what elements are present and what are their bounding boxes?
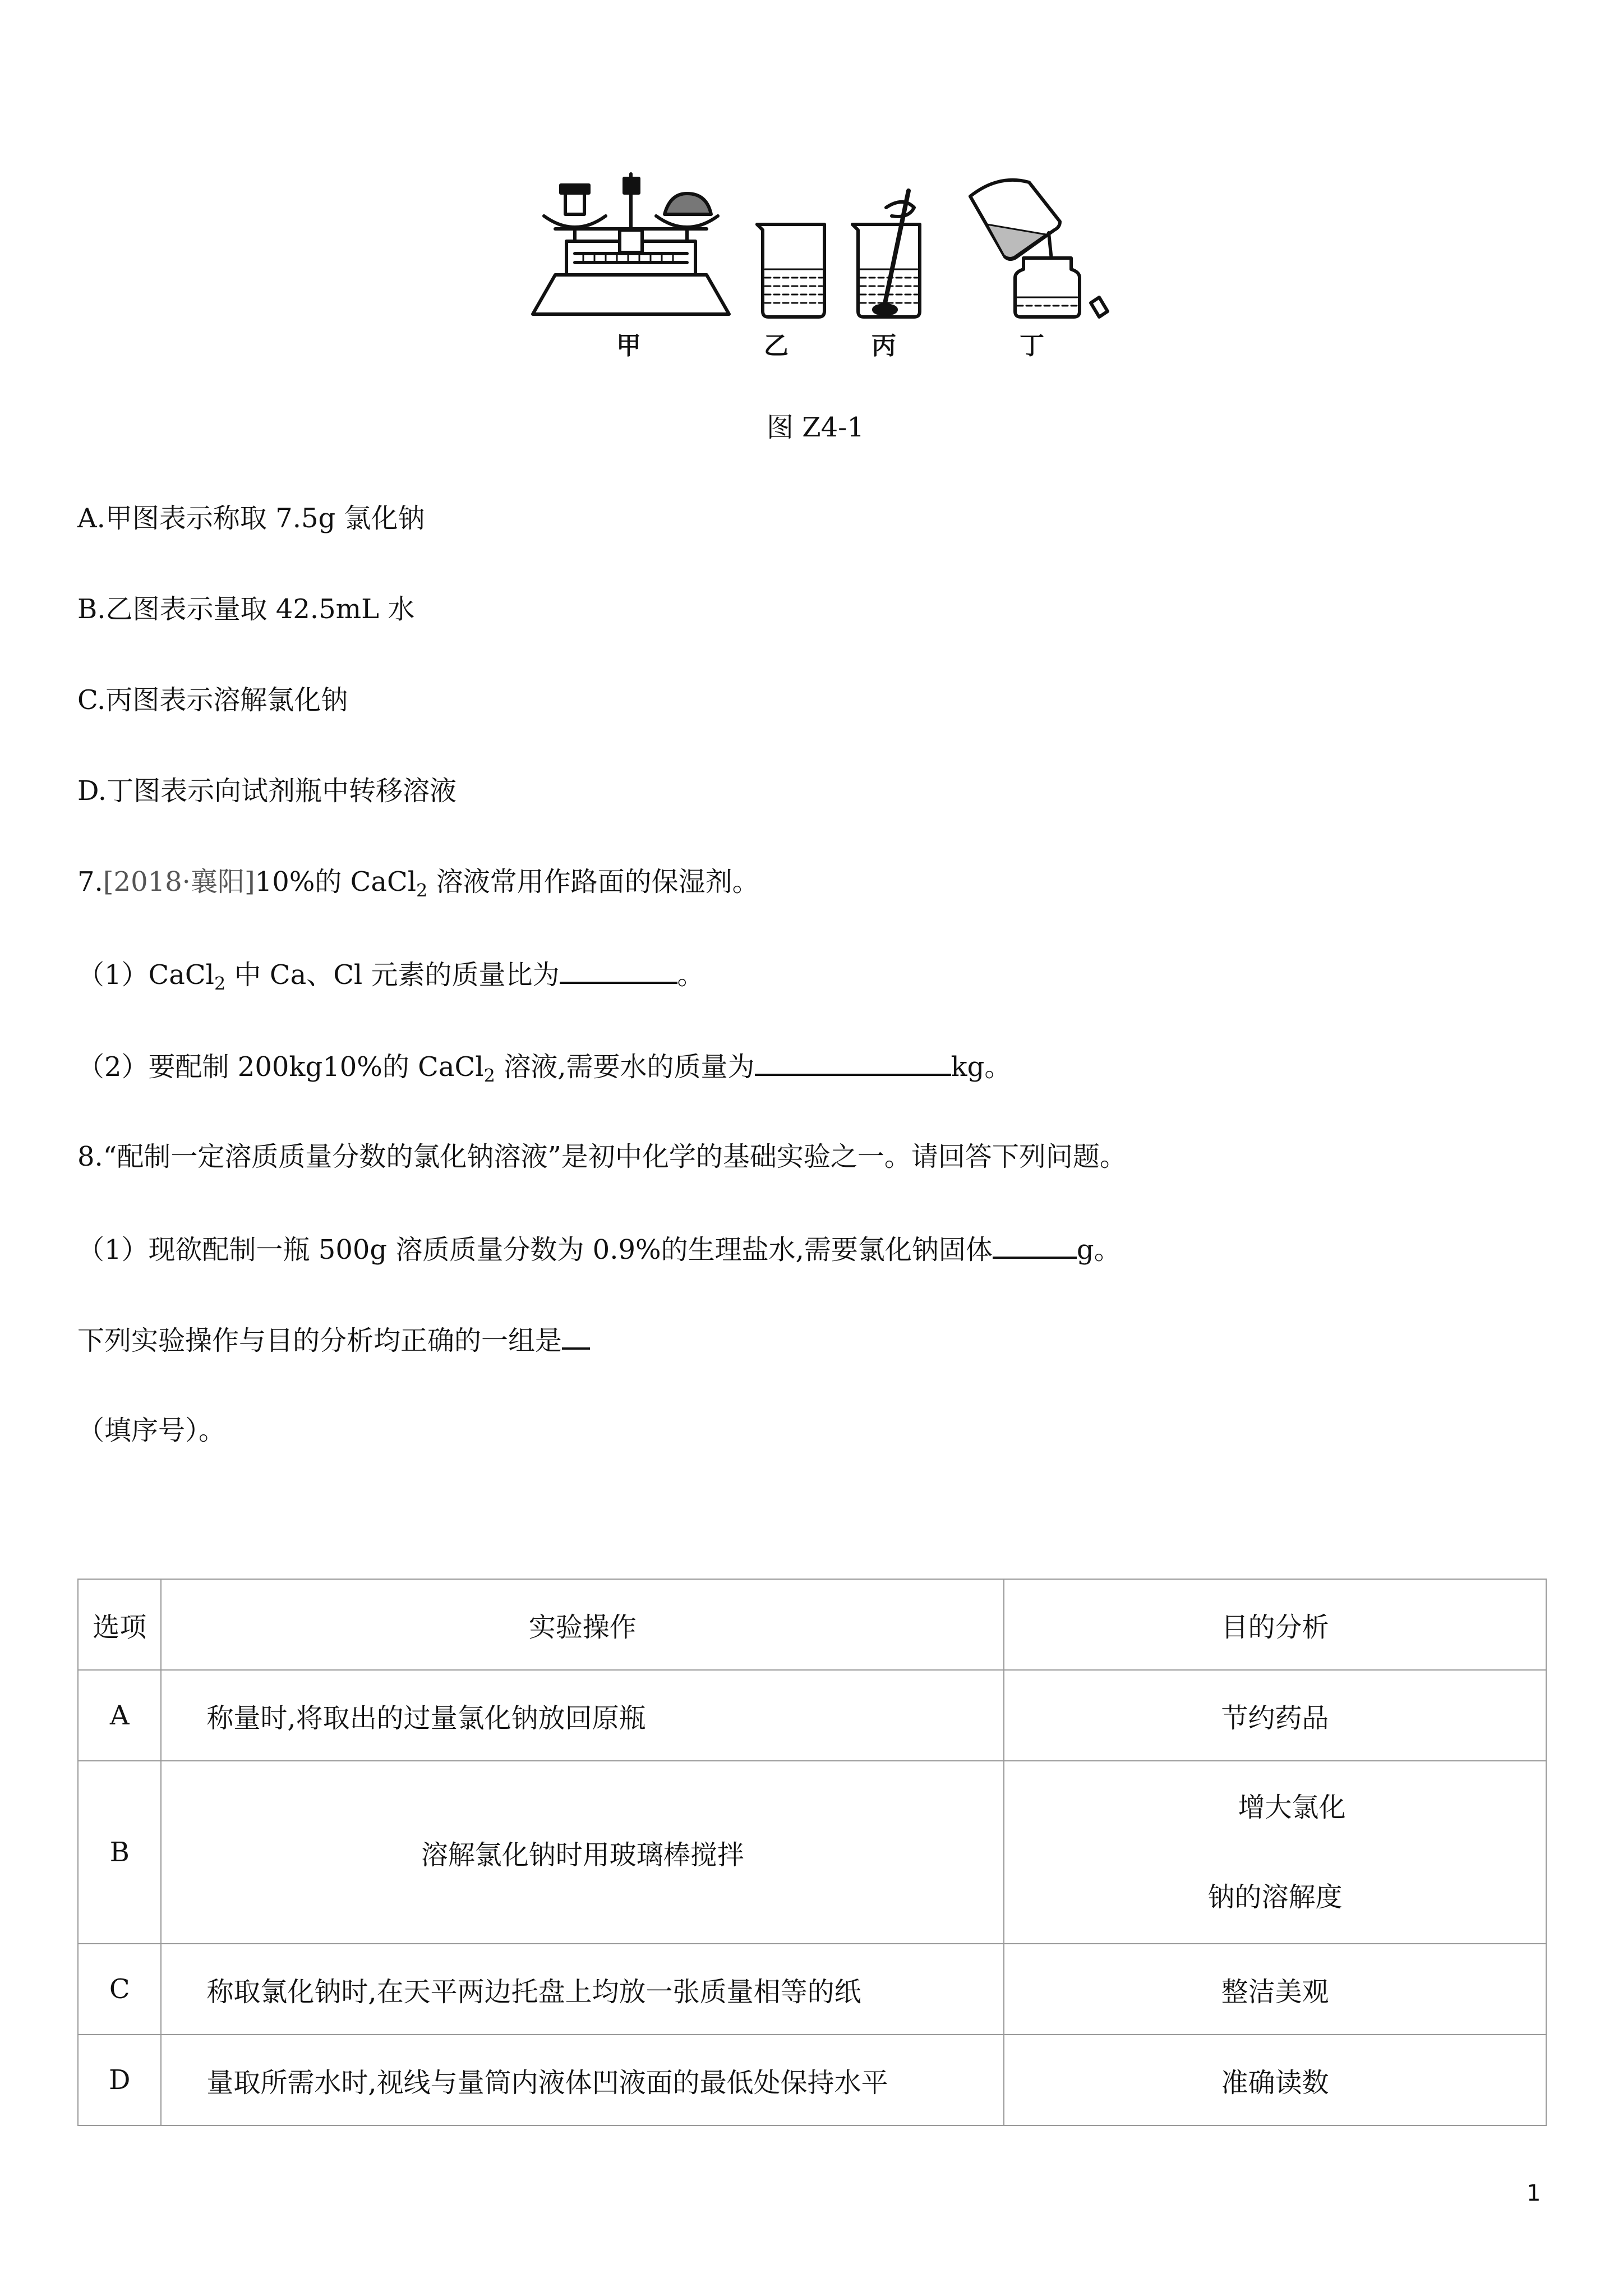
subscript: 2 xyxy=(483,1065,495,1087)
option-cell: C xyxy=(78,1944,161,2035)
options-table xyxy=(77,1579,1547,2126)
question-source: [2018·襄阳] xyxy=(103,866,255,898)
table-header: 目的分析 xyxy=(1004,1579,1546,1670)
q7-p2-text-end: 溶液,需要水的质量为 xyxy=(495,1051,755,1083)
balance-illustration xyxy=(533,174,729,314)
figure-label-ding: 丁 xyxy=(1020,332,1044,360)
subscript: 2 xyxy=(416,880,428,901)
page-number: 1 xyxy=(1527,2180,1541,2206)
stirring-beaker-illustration xyxy=(852,191,920,317)
q8-p2-text: 下列实验操作与目的分析均正确的一组是 xyxy=(77,1325,562,1356)
operation-cell: 溶解氯化钠时用玻璃棒搅拌 xyxy=(161,1761,1004,1944)
purpose-line: 增大氯化 xyxy=(1238,1792,1346,1823)
unit-text: kg。 xyxy=(951,1051,1012,1083)
purpose-cell: 准确读数 xyxy=(1004,2035,1546,2125)
question-8-part-1 xyxy=(77,1232,1121,1267)
figure-label-bing: 丙 xyxy=(872,332,896,360)
figure-caption: 图 Z4-1 xyxy=(767,412,864,443)
answer-blank[interactable] xyxy=(562,1323,590,1350)
punctuation: 。 xyxy=(677,959,704,991)
purpose-cell xyxy=(1004,1761,1546,1944)
table-row xyxy=(78,1670,1546,1761)
operation-cell: 称量时,将取出的过量氯化钠放回原瓶 xyxy=(161,1670,1004,1761)
answer-blank[interactable] xyxy=(755,1049,951,1076)
option-d: D.丁图表示向试剂瓶中转移溶液 xyxy=(77,775,457,807)
operation-cell: 量取所需水时,视线与量筒内液体凹液面的最低处保持水平 xyxy=(161,2035,1004,2125)
q7-stem-text: 10%的 CaCl xyxy=(255,866,417,898)
q7-p1-text-end: 中 Ca、Cl 元素的质量比为 xyxy=(225,959,560,991)
purpose-cell: 节约药品 xyxy=(1004,1670,1546,1761)
figure-label-jia: 甲 xyxy=(616,332,641,360)
question-7-part-1 xyxy=(77,957,704,1001)
q7-stem-text-end: 溶液常用作路面的保湿剂。 xyxy=(427,866,759,898)
operation-cell: 称取氯化钠时,在天平两边托盘上均放一张质量相等的纸 xyxy=(161,1944,1004,2035)
question-8-fill-instruction: （填序号）。 xyxy=(77,1415,226,1446)
question-8-stem: 8.“配制一定溶质质量分数的氯化钠溶液”是初中化学的基础实验之一。请回答下列问题。 xyxy=(77,1141,1127,1172)
unit-text: g。 xyxy=(1076,1234,1121,1266)
table-row xyxy=(78,1761,1546,1944)
figure-label-yi: 乙 xyxy=(764,332,789,360)
answer-blank[interactable] xyxy=(560,957,677,984)
table-header-row xyxy=(78,1579,1546,1670)
answer-blank[interactable] xyxy=(993,1232,1077,1259)
option-c: C.丙图表示溶解氯化钠 xyxy=(77,684,348,716)
option-cell: B xyxy=(78,1761,161,1944)
question-7-part-2 xyxy=(77,1049,1011,1093)
option-cell: D xyxy=(78,2035,161,2125)
table-header: 实验操作 xyxy=(161,1579,1004,1670)
q7-p1-text: （1）CaCl xyxy=(77,959,214,991)
q7-p2-text: （2）要配制 200kg10%的 CaCl xyxy=(77,1051,484,1083)
purpose-line: 钠的溶解度 xyxy=(1207,1881,1343,1913)
option-a: A.甲图表示称取 7.5g 氯化钠 xyxy=(77,503,425,534)
question-8-part-2 xyxy=(77,1323,590,1358)
question-number: 7. xyxy=(77,866,103,898)
subscript: 2 xyxy=(214,973,226,995)
beaker-illustration xyxy=(757,224,824,317)
purpose-cell: 整洁美观 xyxy=(1004,1944,1546,2035)
table-row xyxy=(78,2035,1546,2125)
option-b: B.乙图表示量取 42.5mL 水 xyxy=(77,593,415,625)
q8-p1-text: （1）现欲配制一瓶 500g 溶质质量分数为 0.9%的生理盐水,需要氯化钠固体 xyxy=(77,1234,993,1266)
pouring-illustration xyxy=(970,180,1108,317)
option-cell: A xyxy=(78,1670,161,1761)
table-row xyxy=(78,1944,1546,2035)
question-7-stem xyxy=(77,865,759,908)
table-header: 选项 xyxy=(78,1579,161,1670)
